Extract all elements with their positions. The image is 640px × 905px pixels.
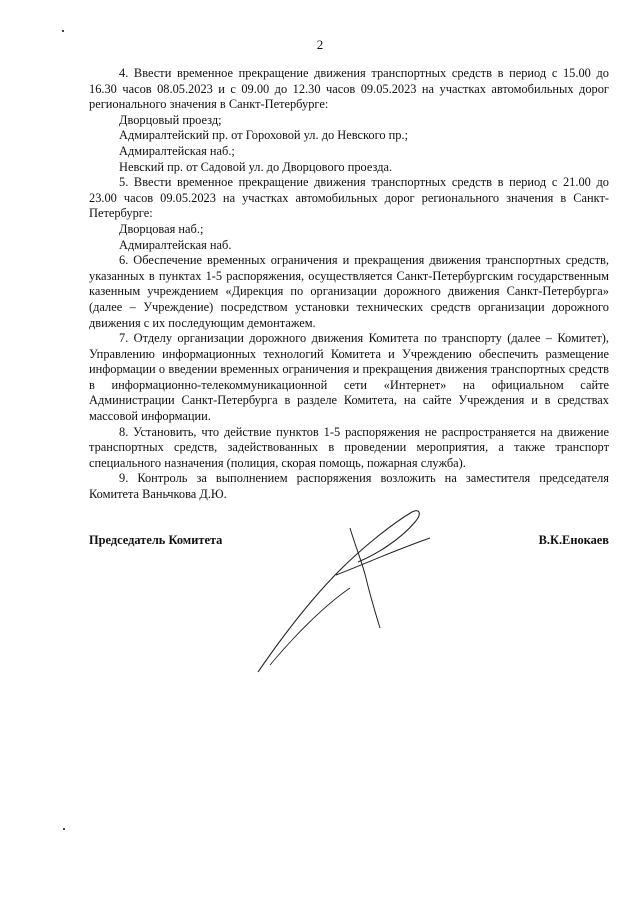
street-item: Невский пр. от Садовой ул. до Дворцового проезда. [119,159,393,174]
paragraph-item-5: 5. Ввести временное прекращение движения транспортных средств в период с 21.00 до 23.00 часов 09.05.2023 на участках автомобильных дорог регионального значения в Санкт-Петербурге: [89,175,609,221]
street-item: Адмиралтейская наб.; [119,143,235,158]
paragraph-item-7: 7. Отделу организации дорожного движения Комитета по транспорту (далее – Комитет), Управлению информационных технологий Комитета и Учреждению обеспечить размещение информации о введении временных ограничения и прекращения движения транспортных средств в информационно-телекоммуникационной сети «Интернет» на официальном сайте Администрации Санкт-Петербурга в разделе Комитета, на сайте Учреждения и в средствах массовой информации. [89,331,609,424]
scan-speck [63,828,65,830]
paragraph-item-4: 4. Ввести временное прекращение движения транспортных средств в период с 15.00 до 16.30 часов 08.05.2023 и с 09.00 до 12.30 часов 09.05.2023 на участках автомобильных дорог регионального значения в Санкт-Петербурге: [89,66,609,112]
scan-speck [62,30,64,32]
document-body [89,66,609,503]
street-item: Дворцовая наб.; [119,221,204,236]
paragraph-item-8: 8. Установить, что действие пунктов 1-5 распоряжения не распространяется на движение транспортных средств, задействованных в проведении мероприятия, а также транспорт специального назначения (полиция, скорая помощь, пожарная служба). [89,424,609,470]
street-item: Адмиралтейский пр. от Гороховой ул. до Невского пр.; [119,128,409,143]
paragraph-item-6: 6. Обеспечение временных ограничения и прекращения движения транспортных средств, указанных в пунктах 1-5 распоряжения, осуществляется Санкт-Петербургским государственным казенным учреждением «Дирекция по организации дорожного движения Санкт-Петербурга» (далее – Учреждение) посредством установки технических средств организации дорожного движения с их последующим демонтажем. [89,253,609,330]
street-item: Дворцовый проезд; [119,112,222,127]
street-item: Адмиралтейская наб. [119,237,232,252]
handwritten-signature [240,500,460,690]
position-title: Председатель Комитета [89,533,223,547]
page-number: 2 [316,37,324,52]
signatory-name: В.К.Енокаев [538,533,609,547]
paragraph-item-9: 9. Контроль за выполнением распоряжения возложить на заместителя председателя Комитета Ваньчкова Д.Ю. [89,471,609,502]
